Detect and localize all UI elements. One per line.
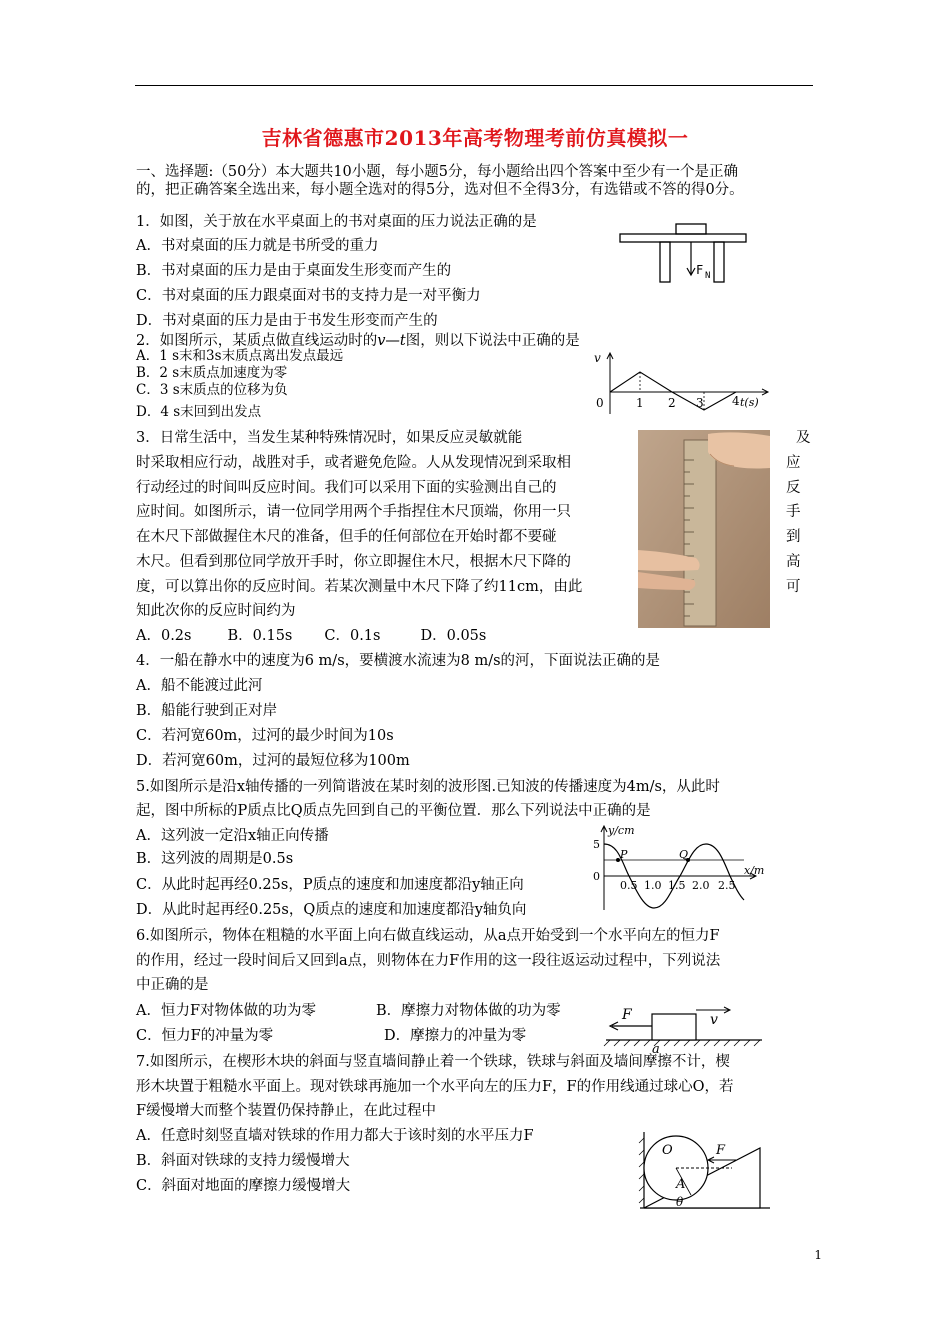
q3-line-3: 行动经过的时间叫反应时间。我们可以采用下面的实验测出自己的 [136,480,557,496]
q7-point-label: A [676,1177,686,1192]
q3-line-1: 3．日常生活中，当发生某种特殊情况时，如果反应灵敏就能 [136,430,523,446]
section-intro-line-2: 的，把正确答案全选出来，每小题全选对的得5分，选对但不全得3分，有选错或不答的得0分。 [136,182,744,198]
q1-force-label: F [696,263,704,277]
q2-ylabel: v [594,351,601,365]
q6-block-figure [600,1000,770,1054]
q4-option-a: A．船不能渡过此河 [136,678,263,694]
q2-option-a: A．1 s末和3s末质点离出发点最远 [136,348,344,364]
section-intro-line-1: 一、选择题:（50分）本大题共10小题，每小题5分，每小题给出四个答案中至少有一个是正确 [136,164,739,180]
q2-stem-text: 2．如图所示，某质点做直线运动时的 [136,333,378,349]
header-rule [135,85,813,86]
q3-line-6-end: 高 [786,554,801,570]
q2-tick-2: 2 [668,396,676,410]
q7-option-b: B．斜面对铁球的支持力缓慢增大 [136,1153,350,1169]
q4-option-c: C．若河宽60m，过河的最少时间为10s [136,728,394,744]
page-title: 吉林省德惠市2013年高考物理考前仿真模拟一 [261,126,689,150]
q2-stem-tail: 图，则以下说法中正确的是 [405,333,580,349]
q3-option-b: B．0.15s [227,628,293,644]
q6-line-2: 的作用，经过一段时间后又回到a点，则物体在力F作用的这一段往返运动过程中，下列说法 [136,953,721,969]
q3-option-a: A．0.2s [136,628,192,644]
q7-option-a: A．任意时刻竖直墙对铁球的作用力都大于该时刻的水平压力F [136,1128,534,1144]
q3-line-8: 知此次你的反应时间约为 [136,603,296,619]
q2-option-b: B．2 s末质点加速度为零 [136,365,288,381]
q2-stem-variable: v—t [377,333,406,349]
q1-option-b: B．书对桌面的压力是由于桌面发生形变而产生的 [136,263,452,279]
q7-sphere-wedge-figure [636,1128,772,1214]
q5-xtick-5: 2.5 [718,879,736,892]
q1-table-figure [614,220,754,288]
q2-tick-4: 4 [732,394,740,408]
q3-line-6: 木尺。但看到那位同学放开手时，你立即握住木尺，根据木尺下降的 [136,554,571,570]
q3-line-4: 应时间。如图所示，请一位同学用两个手指捏住木尺顶端，你用一只 [136,504,571,520]
q2-vt-graph [590,348,780,418]
q6-option-a: A．恒力F对物体做的功为零 [136,1003,317,1019]
page-number: 1 [814,1248,822,1262]
q5-xtick-1: 0.5 [620,879,638,892]
q5-line-2: 起，图中所标的P质点比Q质点先回到自己的平衡位置．那么下列说法中正确的是 [136,803,651,819]
q7-line-2: 形木块置于粗糙水平面上。现对铁球再施加一个水平向左的压力F，F的作用线通过球心O，若 [136,1079,734,1095]
q5-wave-graph [584,822,770,912]
q3-ruler-photo [638,430,770,628]
q5-ylabel: y/cm [608,824,635,837]
q6-line-3: 中正确的是 [136,977,209,993]
q3-line-1-end: 及 [796,430,811,446]
q5-option-a: A．这列波一定沿x轴正向传播 [136,828,329,844]
q7-line-1: 7.如图所示，在楔形木块的斜面与竖直墙间静止着一个铁球，铁球与斜面及墙间摩擦不计，楔 [136,1054,730,1070]
q4-option-b: B．船能行驶到正对岸 [136,703,278,719]
q6-force-label: F [622,1007,632,1023]
q1-force-subscript: N [705,271,711,281]
q7-line-3: F缓慢增大而整个装置仍保持静止，在此过程中 [136,1103,437,1119]
q3-line-2-end: 应 [786,455,801,471]
q5-label-p: P [620,848,628,861]
q5-label-q: Q [679,848,689,861]
q5-option-d: D．从此时起再经0.25s，Q质点的速度和加速度都沿y轴负向 [136,902,527,918]
q6-line-1: 6.如图所示，物体在粗糙的水平面上向右做直线运动，从a点开始受到一个水平向左的恒力F [136,928,720,944]
q2-tick-3: 3 [696,396,704,410]
q4-stem: 4．一船在静水中的速度为6 m/s，要横渡水流速为8 m/s的河，下面说法正确的是 [136,653,661,669]
q5-xlabel: x/m [744,864,765,877]
q1-option-a: A．书对桌面的压力就是书所受的重力 [136,238,379,254]
q1-option-c: C．书对桌面的压力跟桌面对书的支持力是一对平衡力 [136,288,481,304]
q2-xlabel: t(s) [740,396,759,409]
q6-option-d: D．摩擦力的冲量为零 [384,1028,527,1044]
q7-angle-label: θ [676,1195,684,1209]
q3-line-4-end: 手 [786,504,801,520]
q2-option-c: C．3 s末质点的位移为负 [136,382,288,398]
q3-line-7-end: 可 [786,579,801,595]
q3-option-c: C．0.1s [324,628,381,644]
q5-line-1: 5.如图所示是沿x轴传播的一列简谐波在某时刻的波形图.已知波的传播速度为4m/s，从此时 [136,779,720,795]
q1-option-d: D．书对桌面的压力是由于书发生形变而产生的 [136,313,438,329]
q4-option-d: D．若河宽60m，过河的最短位移为100m [136,753,410,769]
q7-force-label: F [716,1143,726,1158]
q3-line-2: 时采取相应行动，战胜对手，或者避免危险。人从发现情况到采取相 [136,455,571,471]
q7-option-c: C．斜面对地面的摩擦力缓慢增大 [136,1178,351,1194]
q3-option-d: D．0.05s [420,628,487,644]
q3-line-5: 在木尺下部做握住木尺的准备，但手的任何部位在开始时都不要碰 [136,529,557,545]
q3-line-5-end: 到 [786,529,801,545]
q5-xtick-2: 1.0 [644,879,662,892]
q6-velocity-label: v [710,1012,718,1028]
q2-option-d: D．4 s末回到出发点 [136,404,262,420]
q5-xtick-4: 2.0 [692,879,710,892]
q3-line-7: 度，可以算出你的反应时间。若某次测量中木尺下降了约11cm，由此 [136,579,583,595]
q5-ytick-0: 0 [593,870,600,883]
q5-option-c: C．从此时起再经0.25s，P质点的速度和加速度都沿y轴正向 [136,877,524,893]
q5-ytick-5: 5 [593,838,600,851]
q3-line-3-end: 反 [786,480,801,496]
q6-option-b: B．摩擦力对物体做的功为零 [376,1003,561,1019]
q6-point-label: a [652,1042,660,1054]
q3-options [136,626,486,646]
q6-option-c: C．恒力F的冲量为零 [136,1028,274,1044]
q2-tick-0: 0 [596,396,604,410]
q7-center-label: O [662,1143,673,1158]
q2-tick-1: 1 [636,396,644,410]
q1-stem: 1．如图，关于放在水平桌面上的书对桌面的压力说法正确的是 [136,214,537,230]
q5-xtick-3: 1.5 [668,879,686,892]
q5-option-b: B．这列波的周期是0.5s [136,851,294,867]
